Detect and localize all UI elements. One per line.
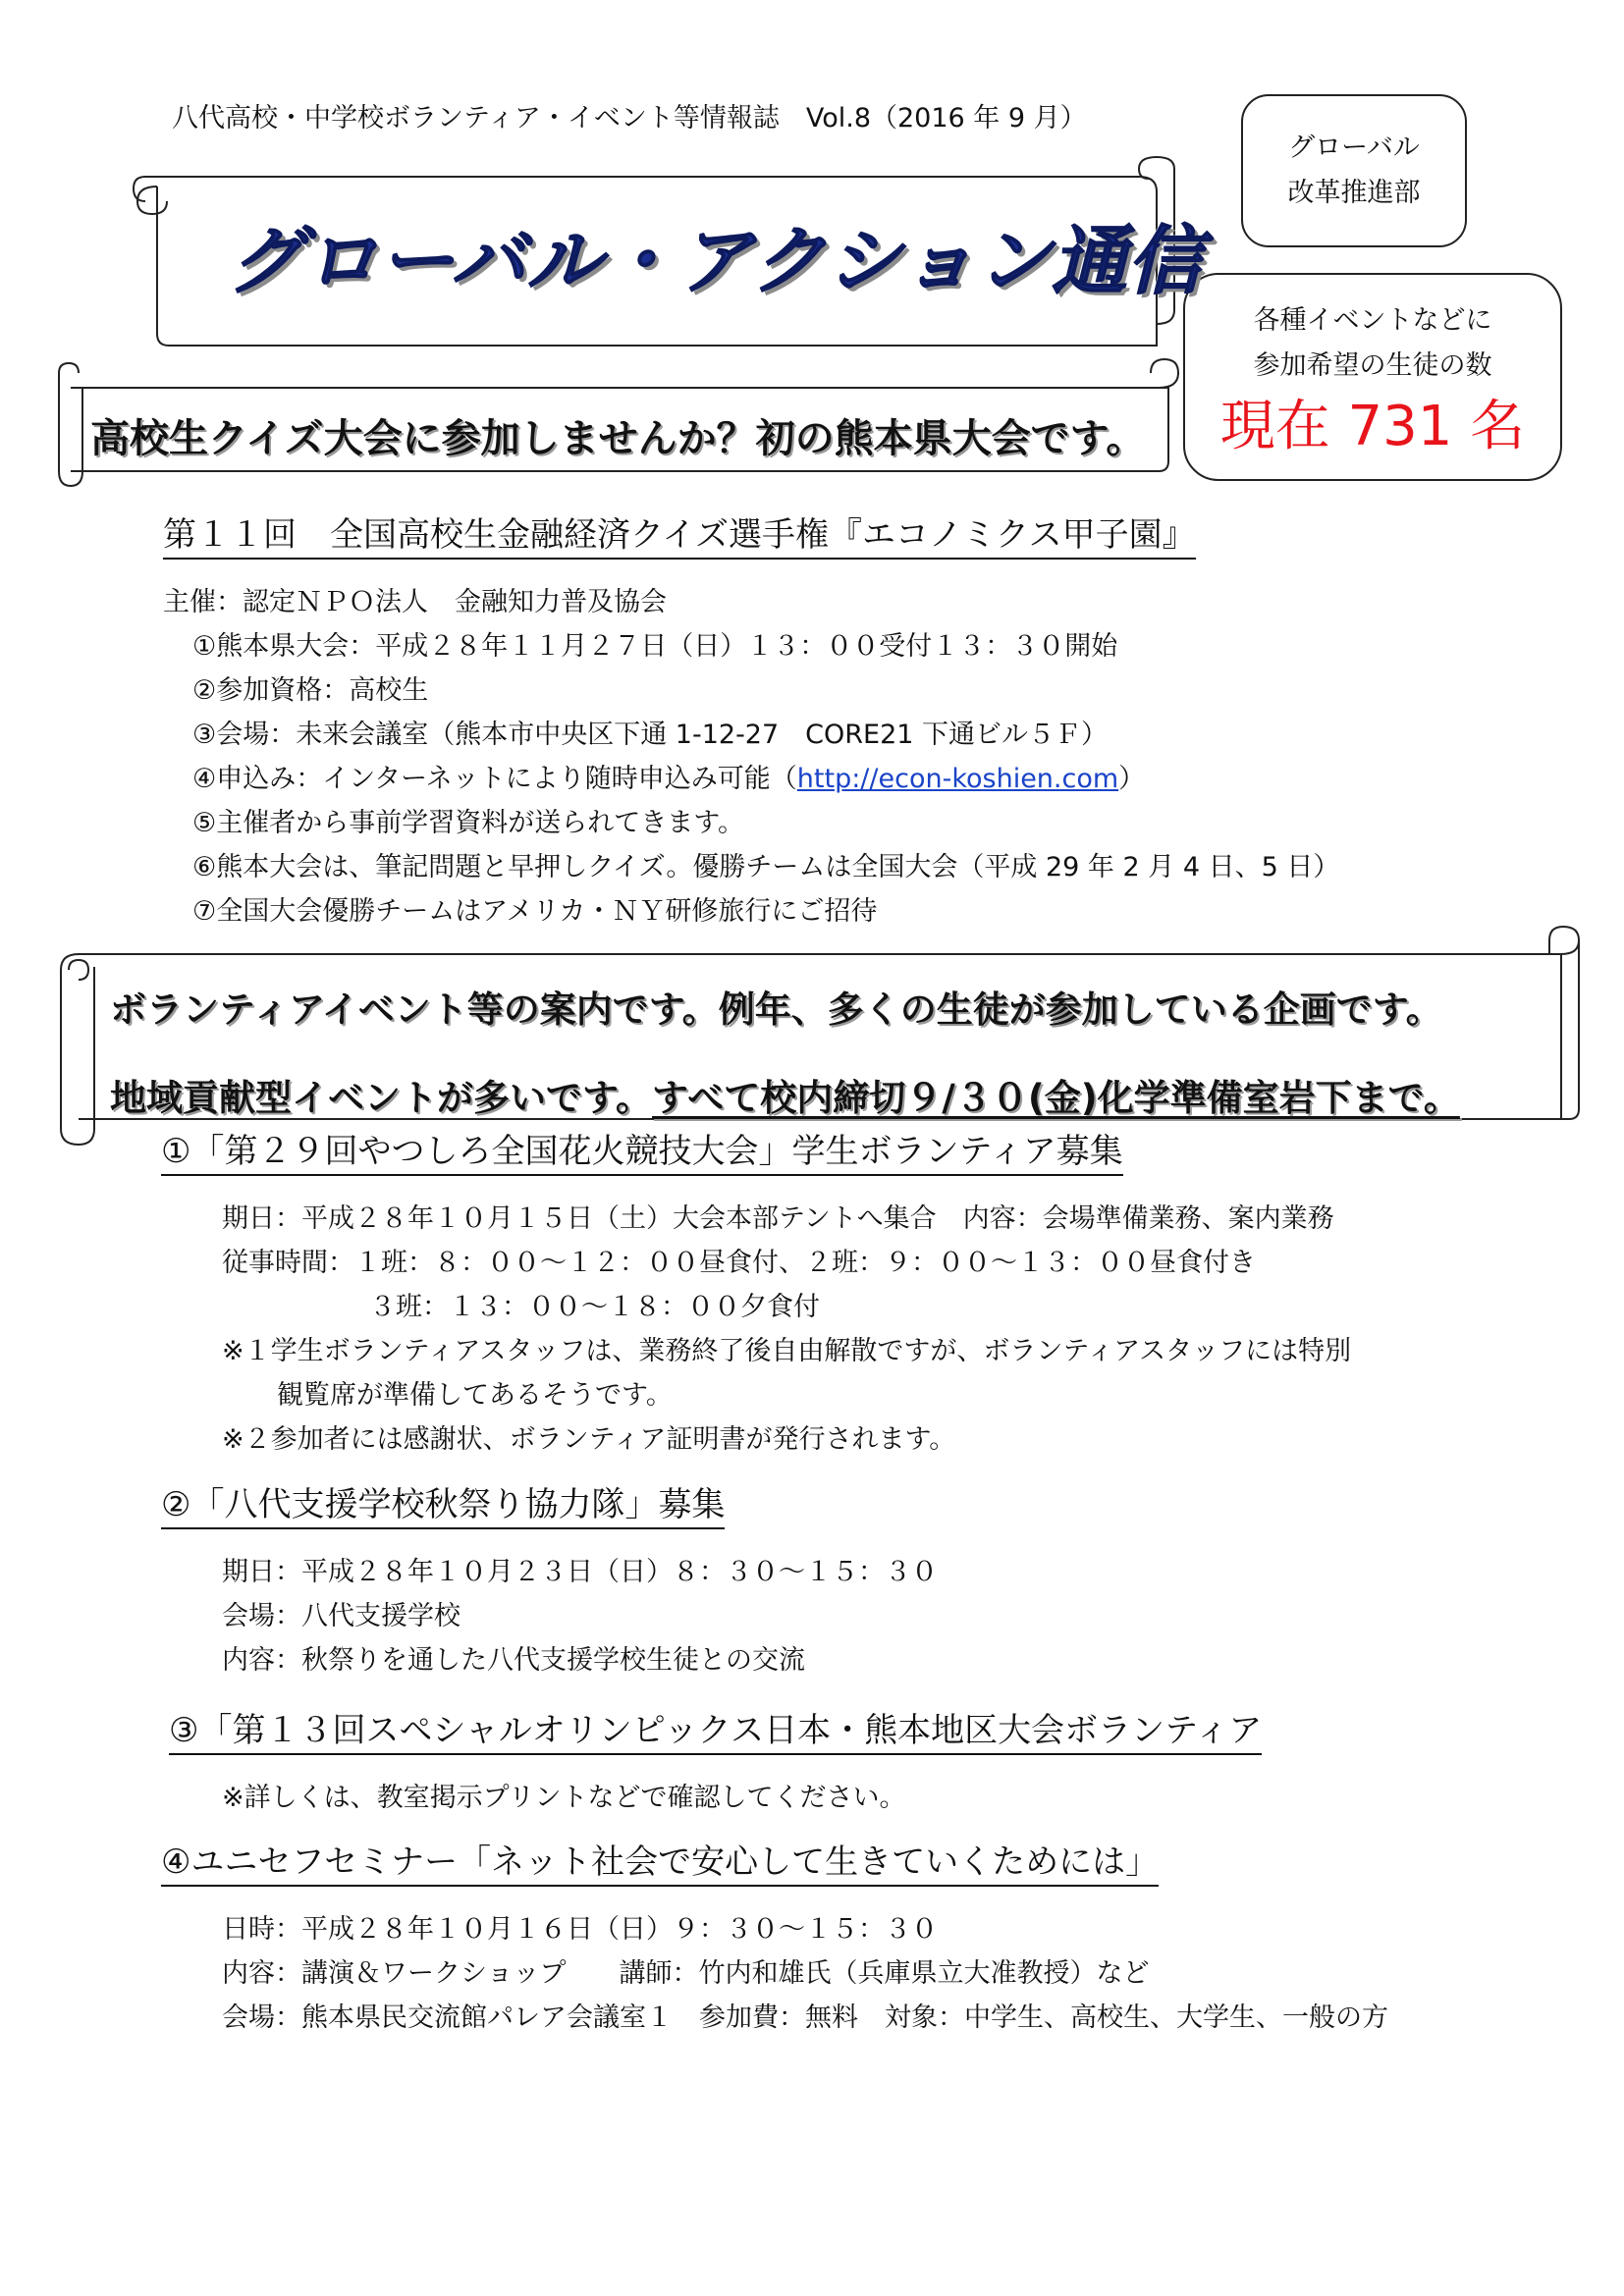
volunteer-banner-line2 — [110, 1068, 1460, 1121]
event-title: ③「第１３回スペシャルオリンピックス日本・熊本地区大会ボランティア — [169, 1708, 1262, 1755]
volunteer-banner-line1: ボランティアイベント等の案内です。例年、多くの生徒が参加している企画です。 — [110, 988, 1442, 1031]
newsletter-title: グローバル・アクション通信 — [228, 217, 1204, 304]
event-title: ①「第２９回やつしろ全国花火競技大会」学生ボランティア募集 — [161, 1129, 1123, 1176]
event-line: 内容：秋祭りを通した八代支援学校生徒との交流 — [222, 1645, 805, 1676]
count-label-line1: 各種イベントなどに — [1253, 305, 1492, 336]
event-title: ④ユニセフセミナー「ネット社会で安心して生きていくためには」 — [161, 1840, 1159, 1887]
event-line: ※２参加者には感謝状、ボランティア証明書が発行されます。 — [222, 1424, 956, 1455]
event-line: 観覧席が準備してあるそうです。 — [277, 1380, 673, 1411]
event-title: ②「八代支援学校秋祭り協力隊」募集 — [161, 1482, 725, 1529]
quiz-item: ②参加資格：高校生 — [192, 675, 429, 706]
quiz-item: ③会場：未来会議室（熊本市中央区下通 1-12-27 CORE21 下通ビル５Ｆ） — [192, 720, 1109, 750]
apply-suffix: ） — [1118, 764, 1146, 794]
participant-count-box — [1183, 273, 1562, 481]
apply-prefix: ④申込み：インターネットにより随時申込み可能（ — [192, 764, 797, 794]
event-line: 会場：八代支援学校 — [222, 1601, 460, 1631]
event-line: 会場：熊本県民交流館パレア会議室１ 参加費：無料 対象：中学生、高校生、大学生、一般の方 — [222, 2002, 1388, 2033]
event-line: ※詳しくは、教室掲示プリントなどで確認してください。 — [222, 1783, 906, 1813]
event-line: 期日：平成２８年１０月２３日（日）８：３０～１５：３０ — [222, 1557, 938, 1587]
event-line: 従事時間：１班：８：００～１２：００昼食付、２班：９：００～１３：００昼食付き — [222, 1248, 1256, 1278]
header-line: 八代高校・中学校ボランティア・イベント等情報誌 Vol.8（2016 年 9 月） — [172, 103, 1087, 133]
quiz-item: ⑦全国大会優勝チームはアメリカ・ＮＹ研修旅行にご招待 — [192, 896, 878, 927]
event-line: 日時：平成２８年１０月１６日（日）９：３０～１５：３０ — [222, 1914, 938, 1945]
quiz-banner-text: 高校生クイズ大会に参加しませんか？初の熊本県大会です。 — [90, 416, 1146, 461]
volunteer-banner-plain: 地域貢献型イベントが多いです。 — [110, 1077, 653, 1119]
department-box — [1241, 94, 1467, 247]
event-line: 内容：講演＆ワークショップ 講師：竹内和雄氏（兵庫県立大准教授）など — [222, 1958, 1150, 1989]
quiz-heading: 第１１回 全国高校生金融経済クイズ選手権『エコノミクス甲子園』 — [163, 512, 1196, 560]
event-line: ※１学生ボランティアスタッフは、業務終了後自由解散ですが、ボランティアスタッフには特別 — [222, 1336, 1352, 1366]
apply-link[interactable]: http://econ-koshien.com — [796, 764, 1119, 794]
participant-count: 現在 731 名 — [1219, 395, 1526, 458]
department-line1: グローバル — [1288, 133, 1420, 163]
quiz-apply-line — [192, 758, 1145, 801]
quiz-item: ①熊本県大会：平成２８年１１月２７日（日）１３：００受付１３：３０開始 — [192, 631, 1118, 662]
event-line: ３班：１３：００～１８：００夕食付 — [369, 1292, 820, 1322]
quiz-organizer: 主催：認定ＮＰＯ法人 金融知力普及協会 — [163, 587, 667, 617]
quiz-item: ⑤主催者から事前学習資料が送られてきます。 — [192, 808, 745, 838]
count-label-line2: 参加希望の生徒の数 — [1253, 350, 1492, 381]
volunteer-deadline: すべて校内締切９/３０(金)化学準備室岩下まで。 — [652, 1077, 1460, 1119]
department-line2: 改革推進部 — [1287, 178, 1421, 208]
event-line: 期日：平成２８年１０月１５日（土）大会本部テントへ集合 内容：会場準備業務、案内業務 — [222, 1203, 1334, 1234]
quiz-item: ⑥熊本大会は、筆記問題と早押しクイズ。優勝チームは全国大会（平成 29 年 2 月 4 日、5 日） — [192, 852, 1340, 882]
